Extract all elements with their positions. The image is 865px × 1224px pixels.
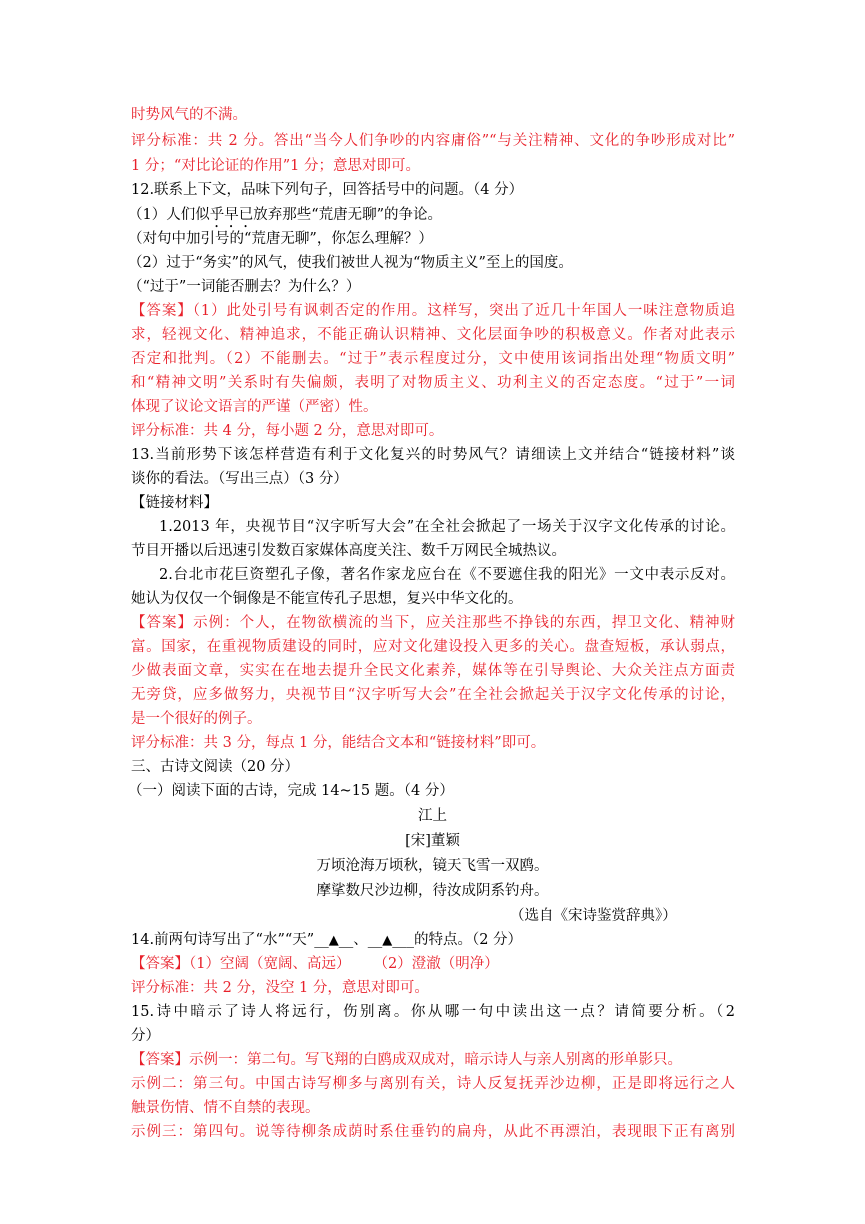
q12-sentence-2-question: （“过于”一词能否删去？为什么？） xyxy=(128,279,361,295)
q12-stem: 12.联系上下文，品味下列句子，回答括号中的问题。（4 分） xyxy=(131,182,524,198)
q15-example-3: 示例三：第四句。说等待柳条成荫时系住垂钓的扁舟，从此不再漂泊，表现眼下正有离别 xyxy=(131,1124,735,1140)
q13-stem-line: 谈你的看法。（写出三点）（3 分） xyxy=(131,471,348,487)
answer-label: 【答案】 xyxy=(131,303,193,319)
answer-label: 【答案】 xyxy=(131,956,189,972)
q12-answer: 【答案】（1）此处引号有讽刺否定的作用。这样写，突出了近几十年国人一味注意物质追 xyxy=(131,303,735,319)
q15-stem-line: 分） xyxy=(131,1028,160,1044)
answer-label: 【答案】 xyxy=(131,615,194,631)
q15-example-2-line: 触景伤情、情不自禁的表现。 xyxy=(131,1100,320,1116)
blank-triangle-icon: ▲ xyxy=(328,933,339,948)
material-1-line: 节目开播以后迅速引发数百家媒体高度关注、数千万网民全城热议。 xyxy=(131,543,566,559)
emphasis-dots: 乎早已 xyxy=(209,207,254,223)
q15-stem: 15.诗中暗示了诗人将远行，伤别离。你从哪一句中读出这一点？请简要分析。（2 xyxy=(131,1004,735,1020)
poem-author: [宋]董颖 xyxy=(405,833,460,849)
q13-score: 评分标准：共 3 分，每点 1 分，能结合文本和“链接材料”即可。 xyxy=(131,735,546,751)
section-3-title: 三、古诗文阅读（20 分） xyxy=(131,759,300,775)
q15-answer: 【答案】示例一：第二句。写飞翔的白鸥成双成对，暗示诗人与亲人别离的形单影只。 xyxy=(131,1052,682,1068)
q13-answer-line: 无旁贷，应多做努力，央视节目“汉字听写大会”在全社会掀起关于汉字文化传承的讨论， xyxy=(131,687,735,703)
poem-line-2: 摩挲数尺沙边柳，待汝成阴系钓舟。 xyxy=(316,883,549,899)
q12-answer-line: 求，轻视文化、精神追求，不能正确认识精神、文化层面争吵的积极意义。作者对此表示 xyxy=(131,327,735,343)
material-2-line: 她认为仅仅一个铜像是不能宣传孔子思想，复兴中华文化的。 xyxy=(131,591,523,607)
q13-answer-line: 富。国家，在重视物质建设的同时，应对文化建设投入更多的关心。盘查短板，承认弱点， xyxy=(131,639,735,655)
q11-score-line: 评分标准：共 2 分。答出“当今人们争吵的内容庸俗”“与关注精神、文化的争吵形成对比” xyxy=(131,133,735,149)
q12-sentence-2: （2）过于“务实”的风气，使我们被世人视为“物质主义”至上的国度。 xyxy=(128,255,573,271)
q13-answer-line: 是一个很好的例子。 xyxy=(131,711,262,727)
q14-stem: 14.前两句诗写出了“水”“天”__▲__、__▲___的特点。（2 分） xyxy=(131,932,523,948)
q12-sentence-1-question: （对句中加引号的“荒唐无聊”，你怎么理解？） xyxy=(128,231,433,247)
section-3-sub-1: （一）阅读下面的古诗，完成 14~15 题。（4 分） xyxy=(128,783,454,799)
q11-score-line: 1 分；“对比论证的作用”1 分；意思对即可。 xyxy=(131,158,420,174)
q12-answer-line: 和“精神文明”关系时有失偏颇，表明了对物质主义、功利主义的否定态度。“过于”一词 xyxy=(131,375,735,391)
q14-score: 评分标准：共 2 分，没空 1 分，意思对即可。 xyxy=(131,980,429,996)
q13-answer: 【答案】示例：个人，在物欲横流的当下，应关注那些不挣钱的东西，捍卫文化、精神财 xyxy=(131,615,736,631)
poem-line-1: 万顷沧海万顷秋，镜天飞雪一双鸥。 xyxy=(316,858,549,874)
q15-example-2: 示例二：第三句。中国古诗写柳多与离别有关，诗人反复抚弄沙边柳，正是即将远行之人 xyxy=(131,1076,735,1092)
q13-answer-line: 少做表面文章，实实在在地去提升全民文化素养，媒体等在引导舆论、大众关注点方面责 xyxy=(131,663,735,679)
q12-sentence-1: （1）人们似乎早已放弃那些“荒唐无聊”的争论。 xyxy=(128,207,443,223)
answer-label: 【答案】 xyxy=(131,1052,189,1068)
blank-triangle-icon: ▲ xyxy=(382,933,393,948)
material-1: 1.2013 年，央视节目“汉字听写大会”在全社会掀起了一场关于汉字文化传承的讨论。 xyxy=(159,519,735,535)
q12-answer-line: 否定和批判。（2）不能删去。“过于”表示程度过分，文中使用该词指出处理“物质文明” xyxy=(131,351,735,367)
q12-score: 评分标准：共 4 分，每小题 2 分，意思对即可。 xyxy=(131,423,444,439)
q13-stem: 13.当前形势下该怎样营造有利于文化复兴的时势风气？请细读上文并结合“链接材料”谈 xyxy=(131,447,735,463)
q12-answer-line: 体现了议论文语言的严谨（严密）性。 xyxy=(131,399,378,415)
link-material-title: 【链接材料】 xyxy=(131,495,218,511)
q14-answer: 【答案】（1）空阔（宽阔、高远） （2）澄澈（明净） xyxy=(131,956,499,972)
q11-answer-tail: 时势风气的不满。 xyxy=(131,107,247,123)
poem-source: （选自《宋诗鉴赏辞典》） xyxy=(510,908,677,924)
material-2: 2.台北市花巨资塑孔子像，著名作家龙应台在《不要遮住我的阳光》一文中表示反对。 xyxy=(159,567,735,583)
poem-title: 江上 xyxy=(418,808,447,824)
